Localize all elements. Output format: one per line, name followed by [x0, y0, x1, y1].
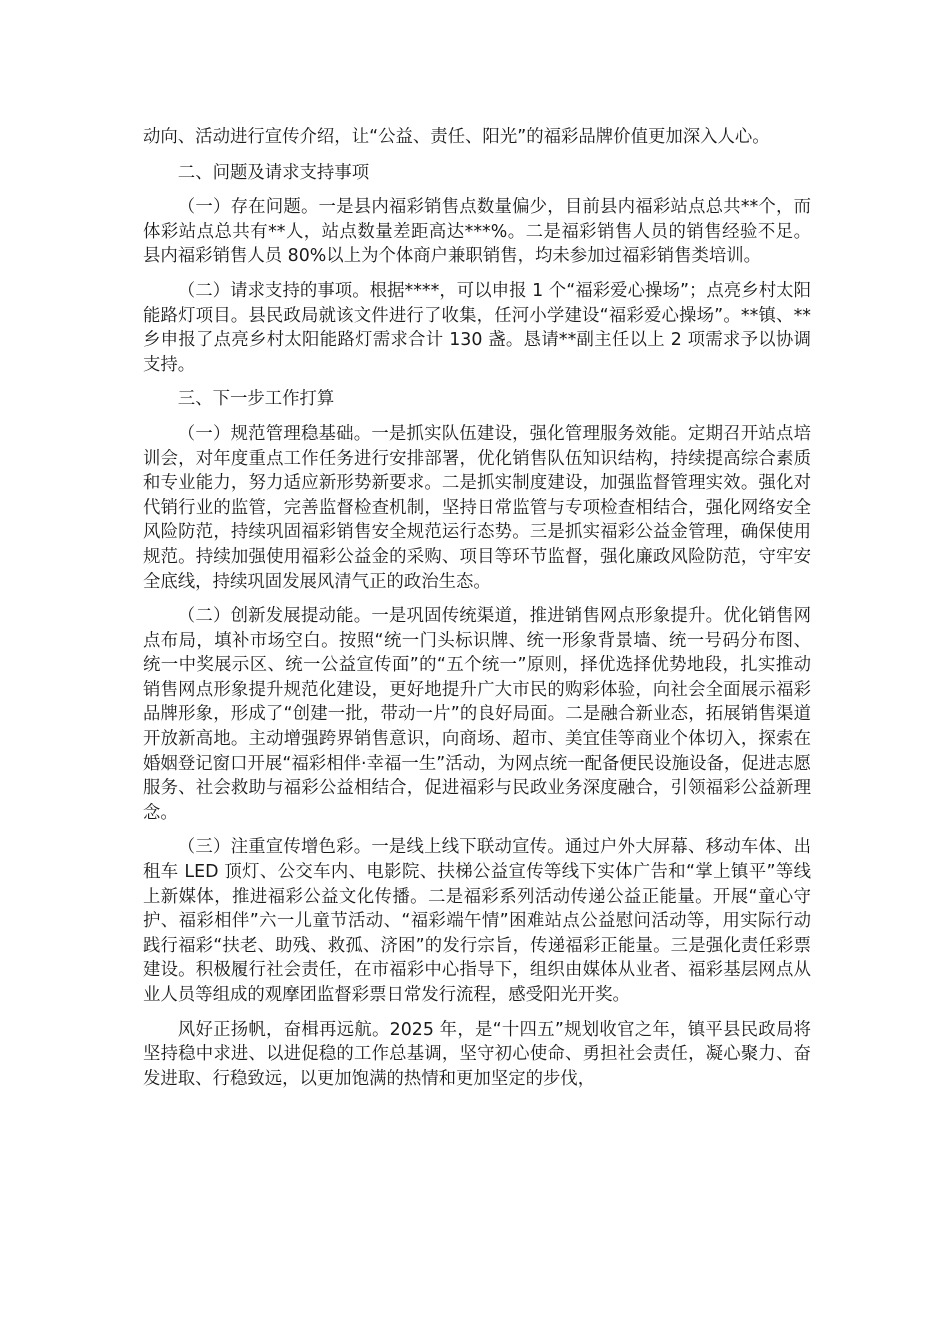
paragraph-support-requests: （二）请求支持的事项。根据****，可以申报 1 个“福彩爱心操场”；点亮乡村太阳能路灯项目。县民政局就该文件进行了收集，任河小学建设“福彩爱心操场”。**镇、**乡申报了点亮乡村太阳能路灯需求合计 130 盏。恳请**副主任以上 2 项需求予以协调支持。 — [143, 280, 811, 375]
heading-problems-and-requests: 二、问题及请求支持事项 — [177, 162, 370, 183]
document-body — [143, 125, 811, 1101]
paragraph-publicity: （三）注重宣传增色彩。一是线上线下联动宣传。通过户外大屏幕、移动车体、出租车 LED 顶灯、公交车内、电影院、扶梯公益宣传等线下实体广告和“掌上镇平”等线上新媒体，推进福彩公益文化传播。二是福彩系列活动传递公益正能量。开展“童心守护、福彩相伴”六一儿童节活动、“福彩端午情”困难站点公益慰问活动等，用实际行动践行福彩“扶老、助残、救孤、济困”的发行宗旨，传递福彩正能量。三是强化责任彩票建设。积极履行社会责任，在市福彩中心指导下，组织由媒体从业者、福彩基层网点从业人员等组成的观摩团监督彩票日常发行流程，感受阳光开奖。 — [143, 837, 811, 1005]
paragraph-existing-problems: （一）存在问题。一是县内福彩销售点数量偏少，目前县内福彩站点总共**个，而体彩站点总共有**人，站点数量差距高达***%。二是福彩销售人员的销售经验不足。县内福彩销售人员 80%以上为个体商户兼职销售，均未参加过福彩销售类培训。 — [143, 197, 811, 267]
paragraph-innovate-development: （二）创新发展提动能。一是巩固传统渠道，推进销售网点形象提升。优化销售网点布局，填补市场空白。按照“统一门头标识牌、统一形象背景墙、统一号码分布图、统一中奖展示区、统一公益宣传面”的“五个统一”原则，择优选择优势地段，扎实推动销售网点形象提升规范化建设，更好地提升广大市民的购彩体验，向社会全面展示福彩品牌形象，形成了“创建一批，带动一片”的良好局面。二是融合新业态，拓展销售渠道开放新高地。主动增强跨界销售意识，向商场、超市、美宜佳等商业个体切入，探索在婚姻登记窗口开展“福彩相伴·幸福一生”活动，为网点统一配备便民设施设备，促进志愿服务、社会救助与福彩公益相结合，促进福彩与民政业务深度融合，引领福彩公益新理念。 — [143, 606, 811, 823]
heading-next-steps: 三、下一步工作打算 — [177, 389, 335, 410]
paragraph-conclusion: 风好正扬帆，奋楫再远航。2025 年，是“十四五”规划收官之年，镇平县民政局将坚持稳中求进、以进促稳的工作总基调，坚守初心使命、勇担社会责任，凝心聚力、奋发进取、行稳致远，以更加饱满的热情和更加坚定的步伐， — [143, 1019, 811, 1089]
paragraph-standardize-management: （一）规范管理稳基础。一是抓实队伍建设，强化管理服务效能。定期召开站点培训会，对年度重点工作任务进行安排部署，优化销售队伍知识结构，持续提高综合素质和专业能力，努力适应新形势新要求。二是抓实制度建设，加强监督管理实效。强化对代销行业的监管，完善监督检查机制，坚持日常监管与专项检查相结合，强化网络安全风险防范，持续巩固福彩销售安全规范运行态势。三是抓实福彩公益金管理，确保使用规范。持续加强使用福彩公益金的采购、项目等环节监督，强化廉政风险防范，守牢安全底线，持续巩固发展风清气正的政治生态。 — [143, 423, 811, 592]
paragraph-continuation: 动向、活动进行宣传介绍，让“公益、责任、阳光”的福彩品牌价值更加深入人心。 — [143, 127, 770, 147]
